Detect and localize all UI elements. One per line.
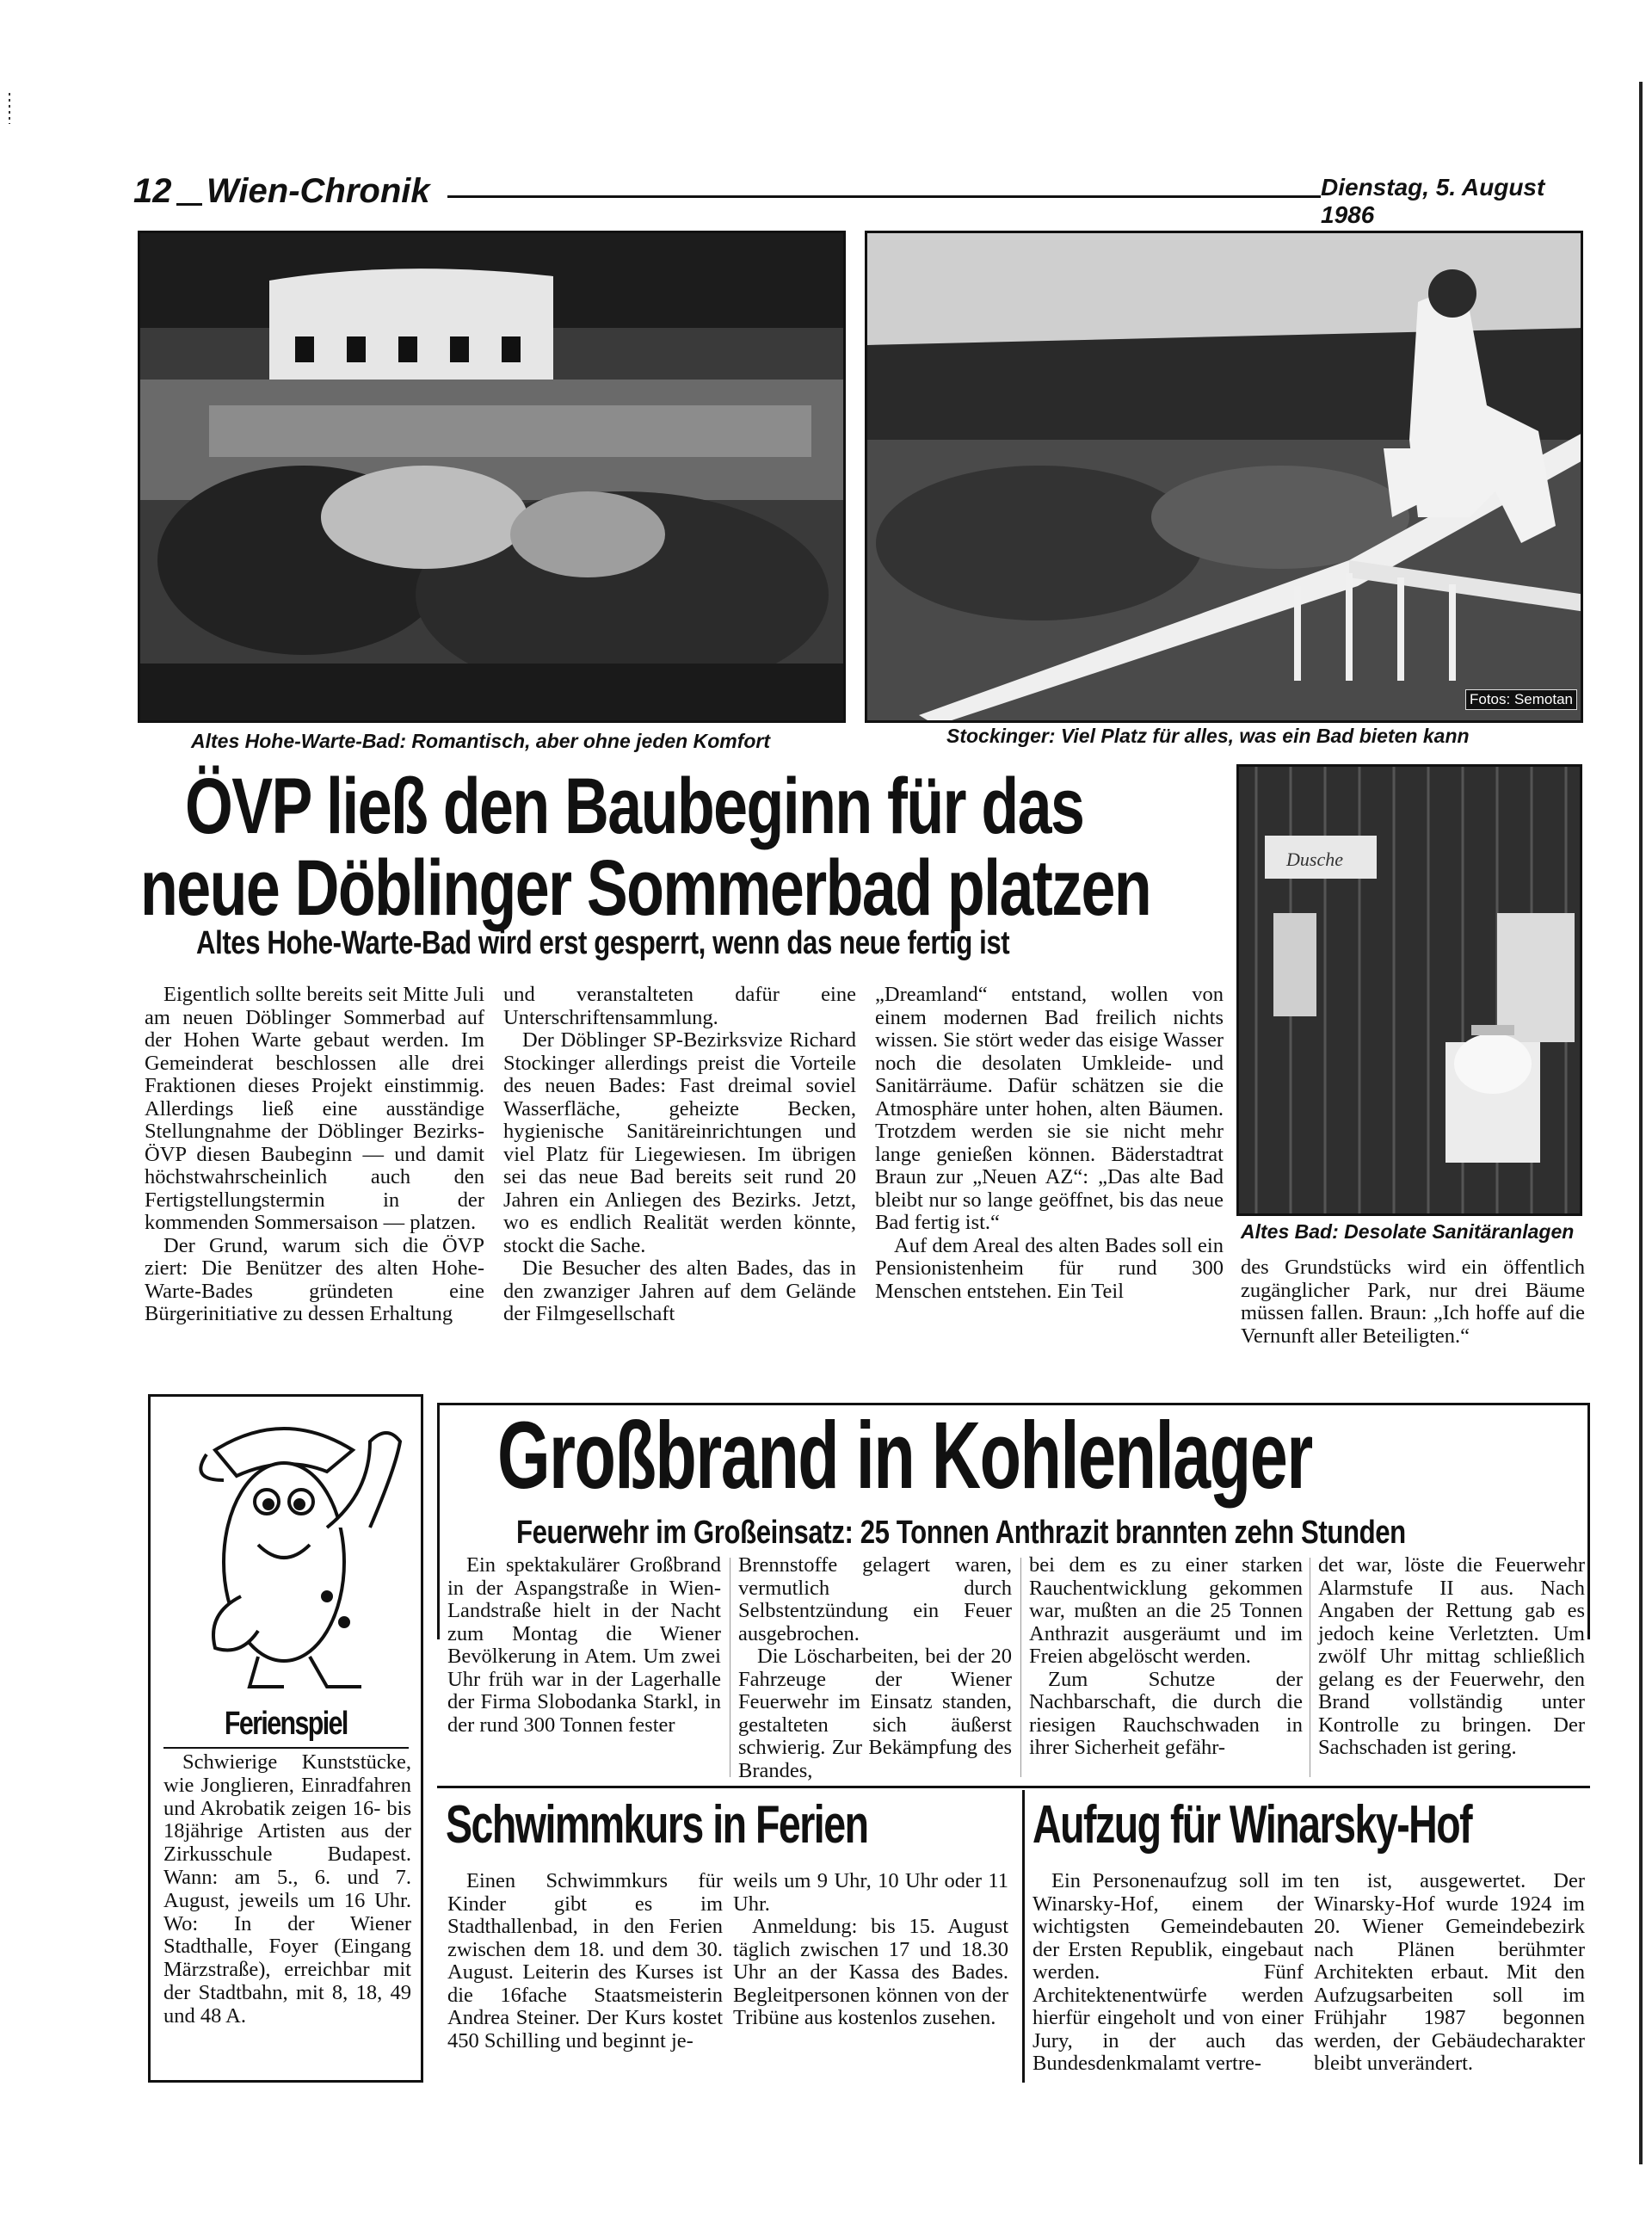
paragraph: Die Besucher des alten Bades, das in den zwanziger Jahren auf dem Gelände der Filmgesellschaft xyxy=(503,1256,856,1325)
article3-column-1 xyxy=(447,1870,723,2052)
masthead-rule xyxy=(176,203,202,206)
article2-subheadline: Feuerwehr im Großeinsatz: 25 Tonnen Anthrazit brannten zehn Stunden xyxy=(516,1515,1406,1551)
scan-border xyxy=(1639,82,1643,2164)
article2-column-2 xyxy=(738,1554,1012,1782)
paragraph: Der Grund, warum sich die ÖVP ziert: Die Benützer des alten Hohe-Warte-Bades gründeten eine Bürgerinitiative zu dessen Erhaltung xyxy=(145,1233,484,1325)
article2-column-3 xyxy=(1029,1554,1303,1760)
issue-date: Dienstag, 5. August 1986 xyxy=(1321,174,1545,228)
paragraph: Eigentlich sollte bereits seit Mitte Juli am neuen Döblinger Sommerbad auf der Hohen Warte gebaut werden. Im Gemeinderat beschlossen alle drei Fraktionen dieses Projekt einstimmig. Allerdings ließ eine ausständige Stellungnahme der Döblinger Bezirks-ÖVP diesen Baubeginn — und damit höchstwahrscheinlich auch den Fertigstellungstermin in der kommenden Sommersaison — platzen. xyxy=(145,983,484,1234)
paragraph: Ein Personenaufzug soll im Winarsky-Hof, einem der wichtigsten Gemeindebauten der Ersten Republik, eingebaut werden. Fünf Architektenentwürfe werden hierfür eingeholt und von einer Jury, in der auch das Bundesdenkmalamt vertre- xyxy=(1032,1869,1304,2075)
paragraph: Der Döblinger SP-Bezirksvize Richard Stockinger allerdings preist die Vorteile des neuen Bades: Fast dreimal soviel Wasserfläche, geheizte Becken, hygienische Sanitäreinrichtungen und viel Platz für Liegewiesen. Im übrigen sei das neue Bad bereits seit rund 20 Jahren ein Anliegen des Bezirks. Jetzt, wo es endlich Realität werden könnte, stockt die Sache. xyxy=(503,1028,856,1257)
ferienspiel-title xyxy=(148,1706,423,1743)
article3-headline: Schwimmkurs in Ferien xyxy=(446,1795,868,1855)
paragraph: bei dem es zu einer starken Rauchentwicklung gekommen war, mußten an die 25 Tonnen Anthrazit ausgeräumt und im Freien abgelöscht werden. xyxy=(1029,1553,1303,1668)
article2-column-1 xyxy=(447,1554,721,1737)
article1-column-4 xyxy=(1241,1256,1585,1348)
paragraph: Anmeldung: bis 15. August täglich zwischen 17 und 18.30 Uhr an der Kassa des Bades. Begleitpersonen können von der Tribüne aus kostenlos zusehen. xyxy=(733,1915,1008,2029)
inset-caption: Altes Bad: Desolate Sanitäranlagen xyxy=(1241,1220,1575,1243)
paragraph: Die Löscharbeiten, bei der 20 Fahrzeuge der Wiener Feuerwehr im Einsatz standen, gestalteten sich äußerst schwierig. Zur Bekämpfung des Brandes, xyxy=(738,1645,1012,1782)
paragraph: Brennstoffe gelagert waren, vermutlich durch Selbstentzündung ein Feuer ausgebrochen. xyxy=(738,1553,1012,1645)
photo-sanitary xyxy=(1236,764,1582,1216)
paragraph: ten ist, ausgewertet. Der Winarsky-Hof wurde 1924 im 20. Wiener Gemeindebezirk nach Plänen berühmter Architekten erbaut. Mit den Aufzugsarbeiten soll im Frühjahr 1987 begonnen werden, der Gebäudecharakter bleibt unverändert. xyxy=(1314,1869,1585,2075)
ferienspiel-text xyxy=(163,1751,411,2028)
masthead-rule xyxy=(447,195,1321,198)
photo-stockinger xyxy=(865,231,1583,723)
column-separator xyxy=(1020,1558,1021,1777)
paragraph: Zum Schutze der Nachbarschaft, die durch die riesigen Rauchschwaden in ihrer Sicherheit gefähr- xyxy=(1029,1667,1303,1759)
photo-caption-right: Stockinger: Viel Platz für alles, was ein Bad bieten kann xyxy=(946,725,1470,747)
section-rule xyxy=(437,1786,1590,1788)
article1-headline: neue Döblinger Sommerbad platzen xyxy=(140,844,1151,932)
inset-sign-text: Dusche xyxy=(1286,849,1343,870)
paragraph: weils um 9 Uhr, 10 Uhr oder 11 Uhr. xyxy=(733,1869,1008,1916)
photo-old-bath xyxy=(138,231,846,723)
paragraph: det war, löste die Feuerwehr Alarmstufe II aus. Nach Angaben der Rettung gab es jedoch keine Verletzten. Um zwölf Uhr mittag schließlich gelang es der Feuerwehr, den Brand vollständig unter Kontrolle zu bringen. Der Sachschaden ist gering. xyxy=(1318,1553,1585,1759)
scan-mark xyxy=(9,93,10,124)
article4-column-1 xyxy=(1032,1870,1304,2076)
article1-headline: ÖVP ließ den Baubeginn für das xyxy=(185,762,1084,850)
section-title: Wien-Chronik xyxy=(206,172,430,210)
article4-headline: Aufzug für Winarsky-Hof xyxy=(1032,1795,1472,1855)
ferienspiel-title-text: Ferienspiel xyxy=(224,1706,348,1742)
article1-column-2 xyxy=(503,984,856,1326)
divider xyxy=(163,1747,409,1749)
page-number: 12 xyxy=(133,172,172,210)
paragraph: Schwierige Kunststücke, wie Jonglieren, Einradfahren und Akrobatik zeigen 16- bis 18jährige Artisten aus der Zirkusschule Budapest. Wann: am 5., 6. und 7. August, jeweils um 16 Uhr. Wo: In der Wiener Stadthalle, Foyer (Eingang Märzstraße), erreichbar mit der Stadtbahn, mit 8, 18, 49 und 48 A. xyxy=(163,1750,411,2028)
article2-column-4 xyxy=(1318,1554,1585,1760)
paragraph: „Dreamland“ entstand, wollen von einem modernen Bad freilich nichts wissen. Sie stört weder das eisige Wasser noch die desolaten Umkleide- und Sanitärräume. Dafür schätzen sie die Atmosphäre unter hohen, alten Bäumen. Trotzdem werden sie sie nicht mehr lange genießen können. Bäderstadtrat Braun zur „Neuen AZ“: „Das alte Bad bleibt nur so lange geöffnet, bis das neue Bad fertig ist.“ xyxy=(875,983,1224,1234)
article1-column-1 xyxy=(145,984,484,1326)
cartoon-illustration xyxy=(155,1398,417,1700)
article4-column-2 xyxy=(1314,1870,1585,2076)
paragraph: Einen Schwimmkurs für Kinder gibt es im Stadthallenbad, in den Ferien zwischen dem 18. und dem 30. August. Leiterin des Kurses ist die 16fache Staatsmeisterin Andrea Steiner. Der Kurs kostet 450 Schilling und beginnt je- xyxy=(447,1869,723,2052)
article1-subheadline: Altes Hohe-Warte-Bad wird erst gesperrt, wenn das neue fertig ist xyxy=(196,925,1010,961)
paragraph: und veranstalteten dafür eine Unterschriftensammlung. xyxy=(503,983,856,1029)
photo-caption-left: Altes Hohe-Warte-Bad: Romantisch, aber ohne jeden Komfort xyxy=(191,730,771,752)
paragraph: des Grundstücks wird ein öffentlich zugänglicher Park, nur drei Bäume müssen fallen. Braun: „Ich hoffe auf die Vernunft aller Beteiligten.“ xyxy=(1241,1256,1585,1348)
paragraph: Auf dem Areal des alten Bades soll ein Pensionistenheim für rund 300 Menschen entstehen. Ein Teil xyxy=(875,1233,1224,1303)
article1-column-3 xyxy=(875,984,1224,1303)
article3-column-2 xyxy=(733,1870,1008,2030)
article2-headline: Großbrand in Kohlenlager xyxy=(497,1403,1312,1509)
column-separator xyxy=(1022,1790,1025,2083)
paragraph: Ein spektakulärer Großbrand in der Aspangstraße in Wien-Landstraße hielt in der Nacht zum Montag die Wiener Bevölkerung in Atem. Um zwei Uhr früh war in der Lagerhalle der Firma Slobodanka Starkl, in der rund 300 Tonnen fester xyxy=(447,1553,721,1737)
photo-credit: Fotos: Semotan xyxy=(1465,689,1577,710)
